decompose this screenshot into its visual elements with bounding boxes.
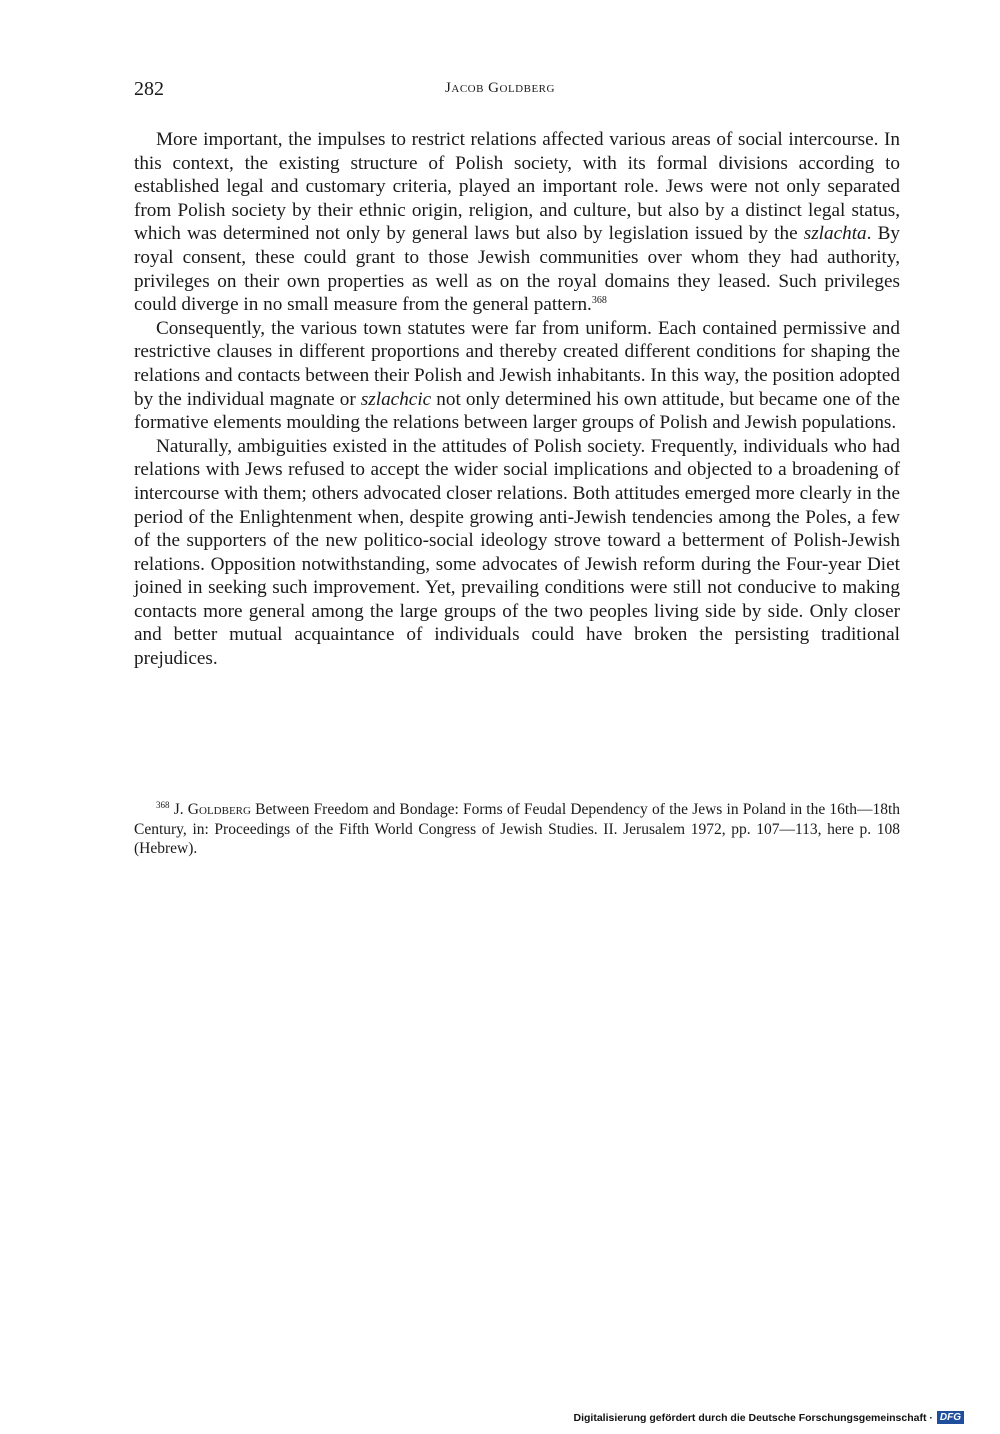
paragraph-1-text: More important, the impulses to restrict relations affected various areas of social intercourse. In this context, the existing structure of Polish society, with its formal divisions according to established legal and customary criteria, played an important role. Jews were not only separated from Polish society by their ethnic origin, religion, and culture, but also by a distinct legal status, which was determined not only by general laws but also by legislation issued by the [134, 129, 900, 245]
footnote-number: 368 [156, 800, 170, 810]
body-text [134, 128, 900, 671]
dfg-logo: DFG [937, 1411, 964, 1424]
footnote-text: Between Freedom and Bondage: Forms of Feudal Dependency of the Jews in Poland in the 16th—18th Century, in: Proceedings of the Fifth World Congress of Jewish Studies. II. Jerusalem 1972, pp. 107—113, here p. 108 (Hebrew). [134, 801, 901, 857]
paragraph-2-text: Consequently, the various town statutes were far from uniform. Each contained permissive and restrictive clauses in different proportions and thereby created different conditions for shaping the relations and contacts between their Polish and Jewish inhabitants. In this way, the position adopted by the individual magnate or [134, 317, 900, 410]
running-head: Jacob Goldberg [445, 80, 555, 96]
digitization-credit [574, 1411, 965, 1424]
footnote [134, 800, 900, 859]
paragraph-2 [134, 317, 900, 435]
paragraph-1 [134, 128, 900, 317]
term-szlachcic: szlachcic [360, 388, 432, 410]
credit-text: Digitalisierung gefördert durch die Deutsche Forschungsgemeinschaft · [573, 1411, 933, 1424]
paragraph-1-text-after: . By royal consent, these could grant to those Jewish communities over whom they had authority, privileges on their own properties as well as on the royal domains they leased. Such privileges could diverge in no small measure from the general pattern. [134, 223, 900, 316]
term-szlachta: szlachta [803, 223, 867, 245]
paragraph-3: Naturally, ambiguities existed in the attitudes of Polish society. Frequently, individuals who had relations with Jews refused to accept the wider social implications and objected to a broadening of intercourse with them; others advocated closer relations. Both attitudes emerged more clearly in the period of the Enlightenment when, despite growing anti-Jewish tendencies among the Poles, a few of the supporters of the new politico-social ideology strove toward a betterment of Polish-Jewish relations. Opposition notwithstanding, some advocates of Jewish reform during the Four-year Diet joined in seeking such improvement. Yet, prevailing conditions were still not conducive to making contacts more general among the large groups of the two peoples living side by side. Only closer and better mutual acquaintance of individuals could have broken the persisting traditional prejudices. [134, 435, 900, 670]
footnote-author: J. Goldberg [173, 801, 251, 818]
paragraph-2-text-after: not only determined his own attitude, but became one of the formative elements moulding the relations between larger groups of Polish and Jewish populations. [134, 388, 900, 434]
page-number: 282 [134, 78, 164, 100]
footnote-ref[interactable]: 368 [591, 295, 607, 307]
